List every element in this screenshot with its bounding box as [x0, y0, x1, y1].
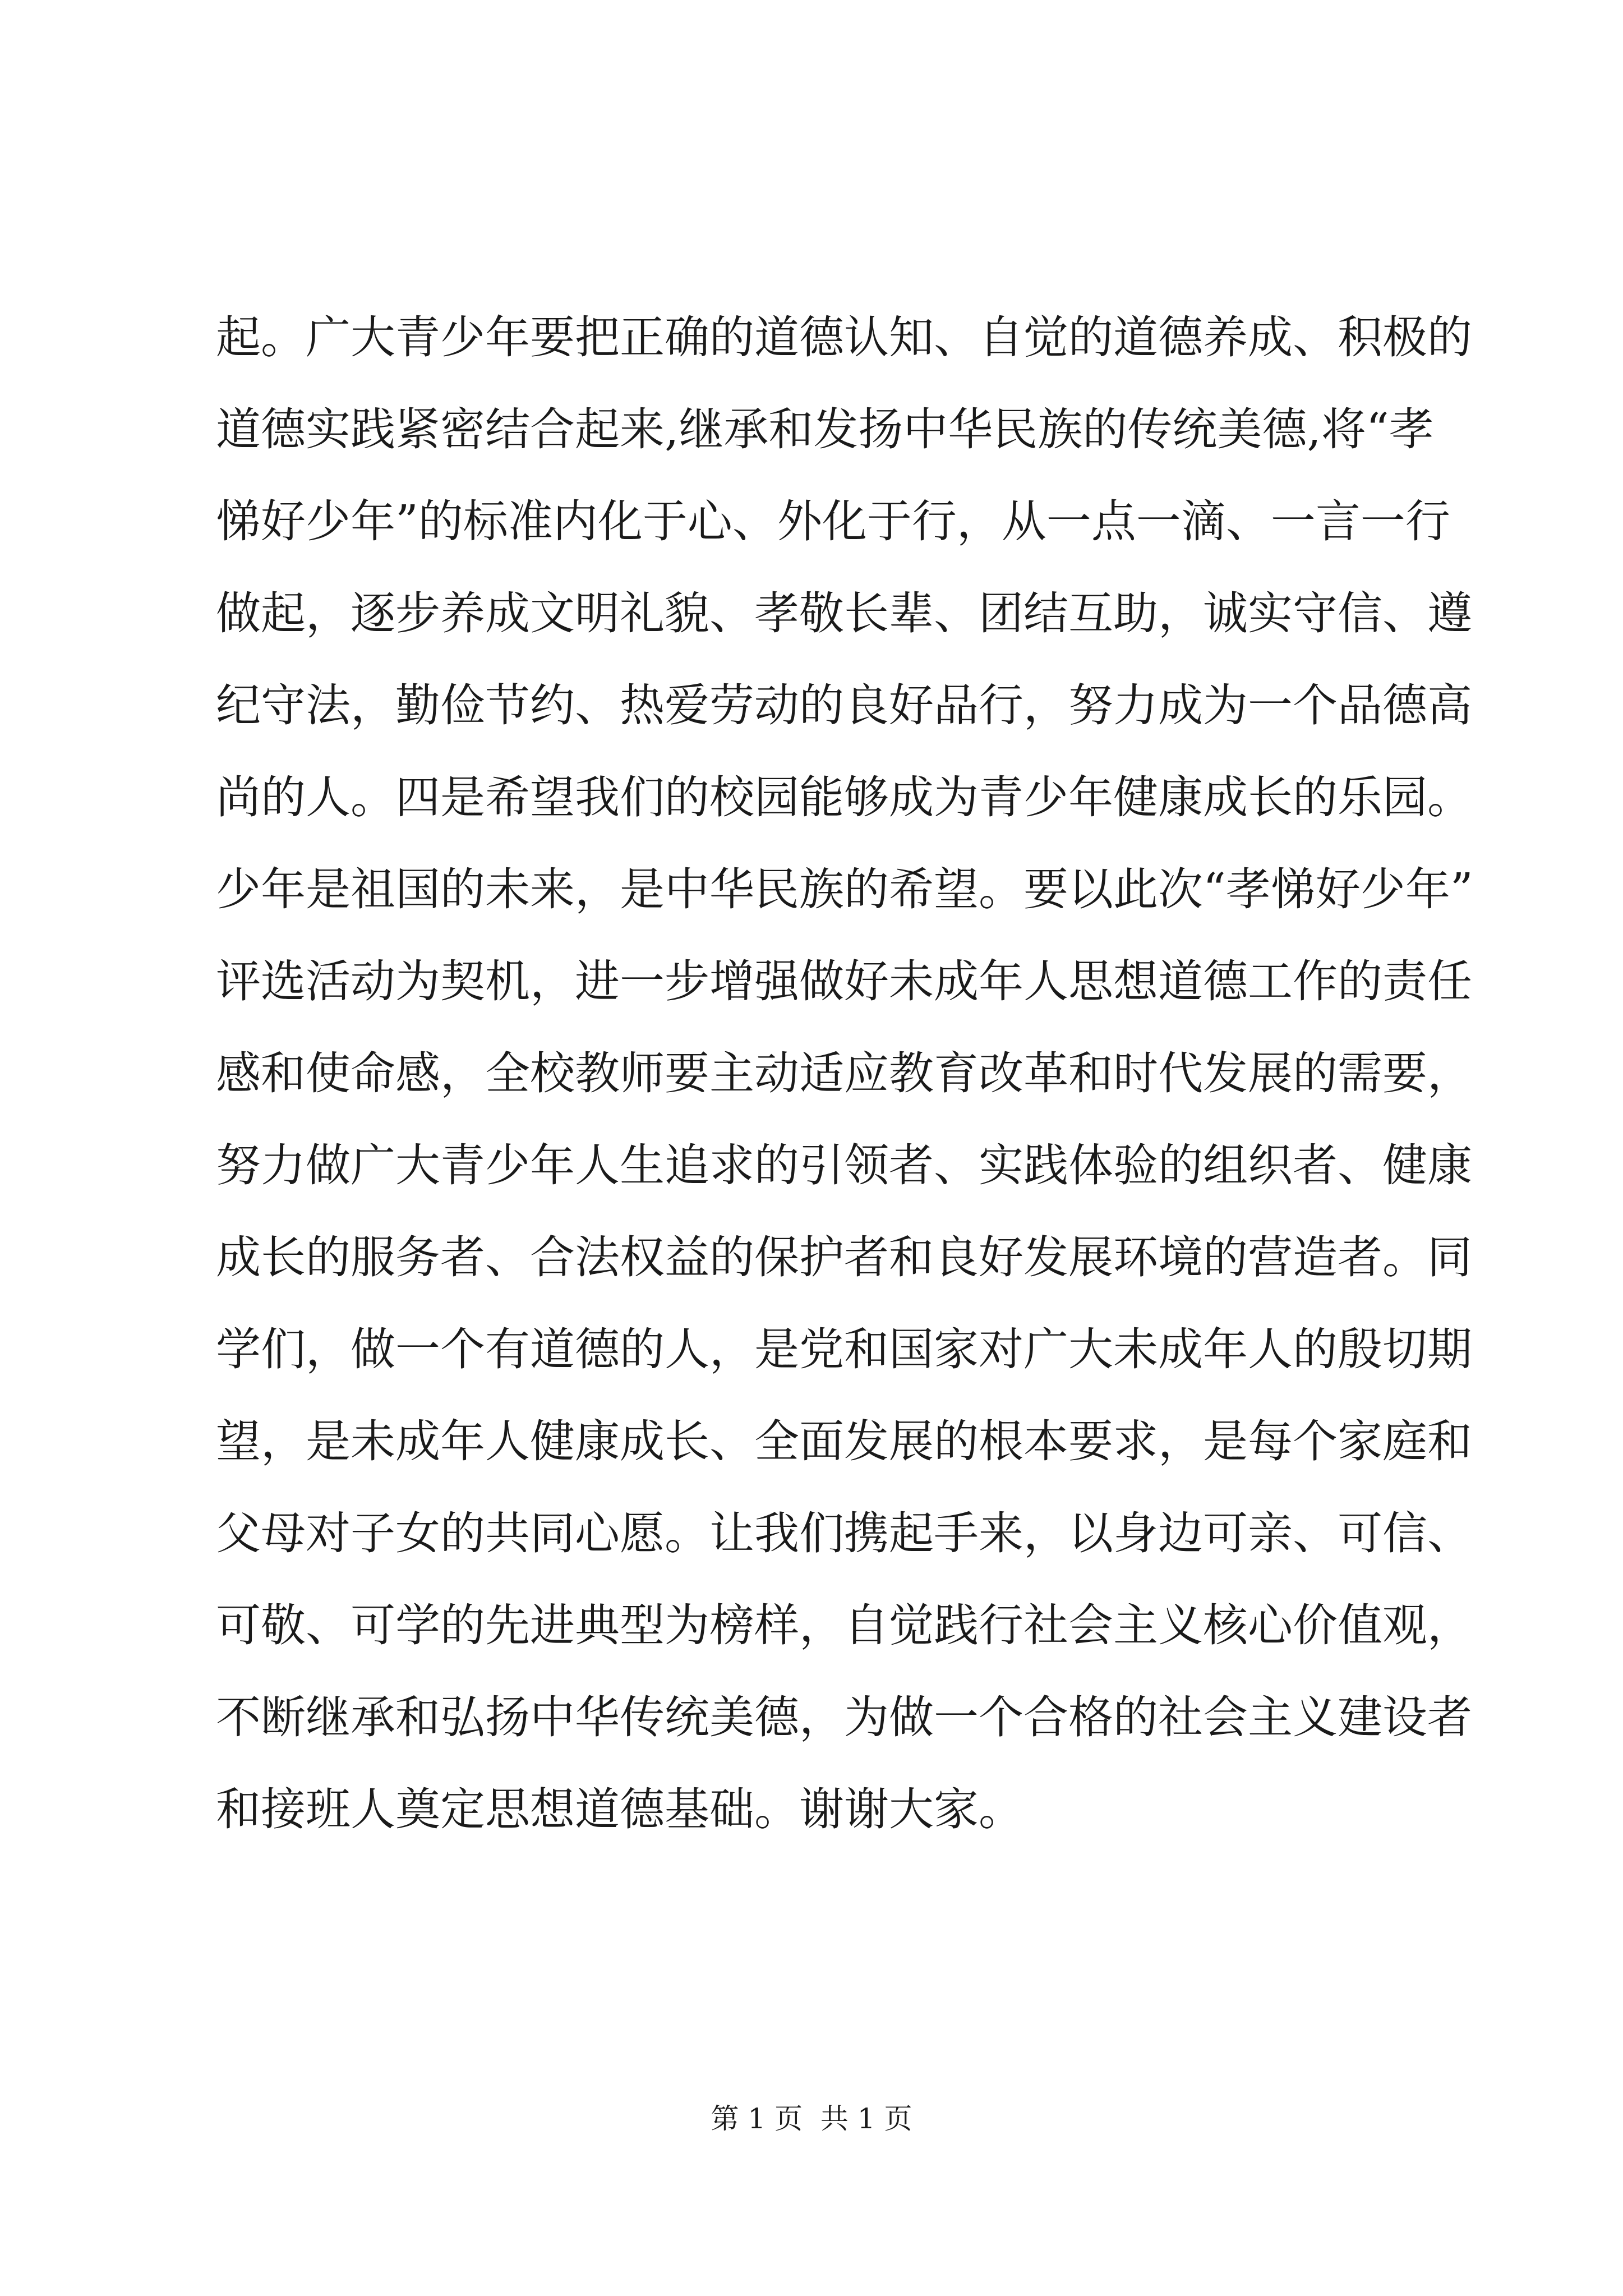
text-line: 起。广大青少年要把正确的道德认知、自觉的道德养成、积极的 — [216, 311, 1472, 364]
text-line: 做起，逐步养成文明礼貌、孝敬长辈、团结互助，诚实守信、遵 — [216, 587, 1472, 639]
text-line: 感和使命感，全校教师要主动适应教育改革和时代发展的需要， — [216, 1047, 1472, 1099]
text-line: 纪守法，勤俭节约、热爱劳动的良好品行，努力成为一个品德高 — [216, 679, 1472, 731]
text-line: 学们，做一个有道德的人，是党和国家对广大未成年人的殷切期 — [216, 1323, 1472, 1375]
page-number-footer: 第 1 页 共 1 页 — [711, 2102, 912, 2135]
text-line: 少年是祖国的未来，是中华民族的希望。要以此次“孝悌好少年” — [216, 863, 1473, 915]
text-line-last: 和接班人奠定思想道德基础。谢谢大家。 — [216, 1783, 1023, 1835]
text-line: 尚的人。四是希望我们的校园能够成为青少年健康成长的乐园。 — [216, 771, 1472, 823]
text-line: 评选活动为契机，进一步增强做好未成年人思想道德工作的责任 — [216, 955, 1472, 1007]
body-text — [216, 292, 1473, 1856]
text-line: 可敬、可学的先进典型为榜样，自觉践行社会主义核心价值观， — [216, 1599, 1472, 1651]
text-line: 道德实践紧密结合起来,继承和发扬中华民族的传统美德,将“孝 — [216, 403, 1434, 455]
text-line: 成长的服务者、合法权益的保护者和良好发展环境的营造者。同 — [216, 1231, 1472, 1283]
text-line: 望，是未成年人健康成长、全面发展的根本要求，是每个家庭和 — [216, 1415, 1472, 1467]
text-line: 不断继承和弘扬中华传统美德，为做一个合格的社会主义建设者 — [216, 1691, 1472, 1743]
text-line: 努力做广大青少年人生追求的引领者、实践体验的组织者、健康 — [216, 1139, 1472, 1191]
text-line: 父母对子女的共同心愿。让我们携起手来，以身边可亲、可信、 — [216, 1507, 1472, 1559]
text-line: 悌好少年”的标准内化于心、外化于行，从一点一滴、一言一行 — [216, 495, 1450, 547]
